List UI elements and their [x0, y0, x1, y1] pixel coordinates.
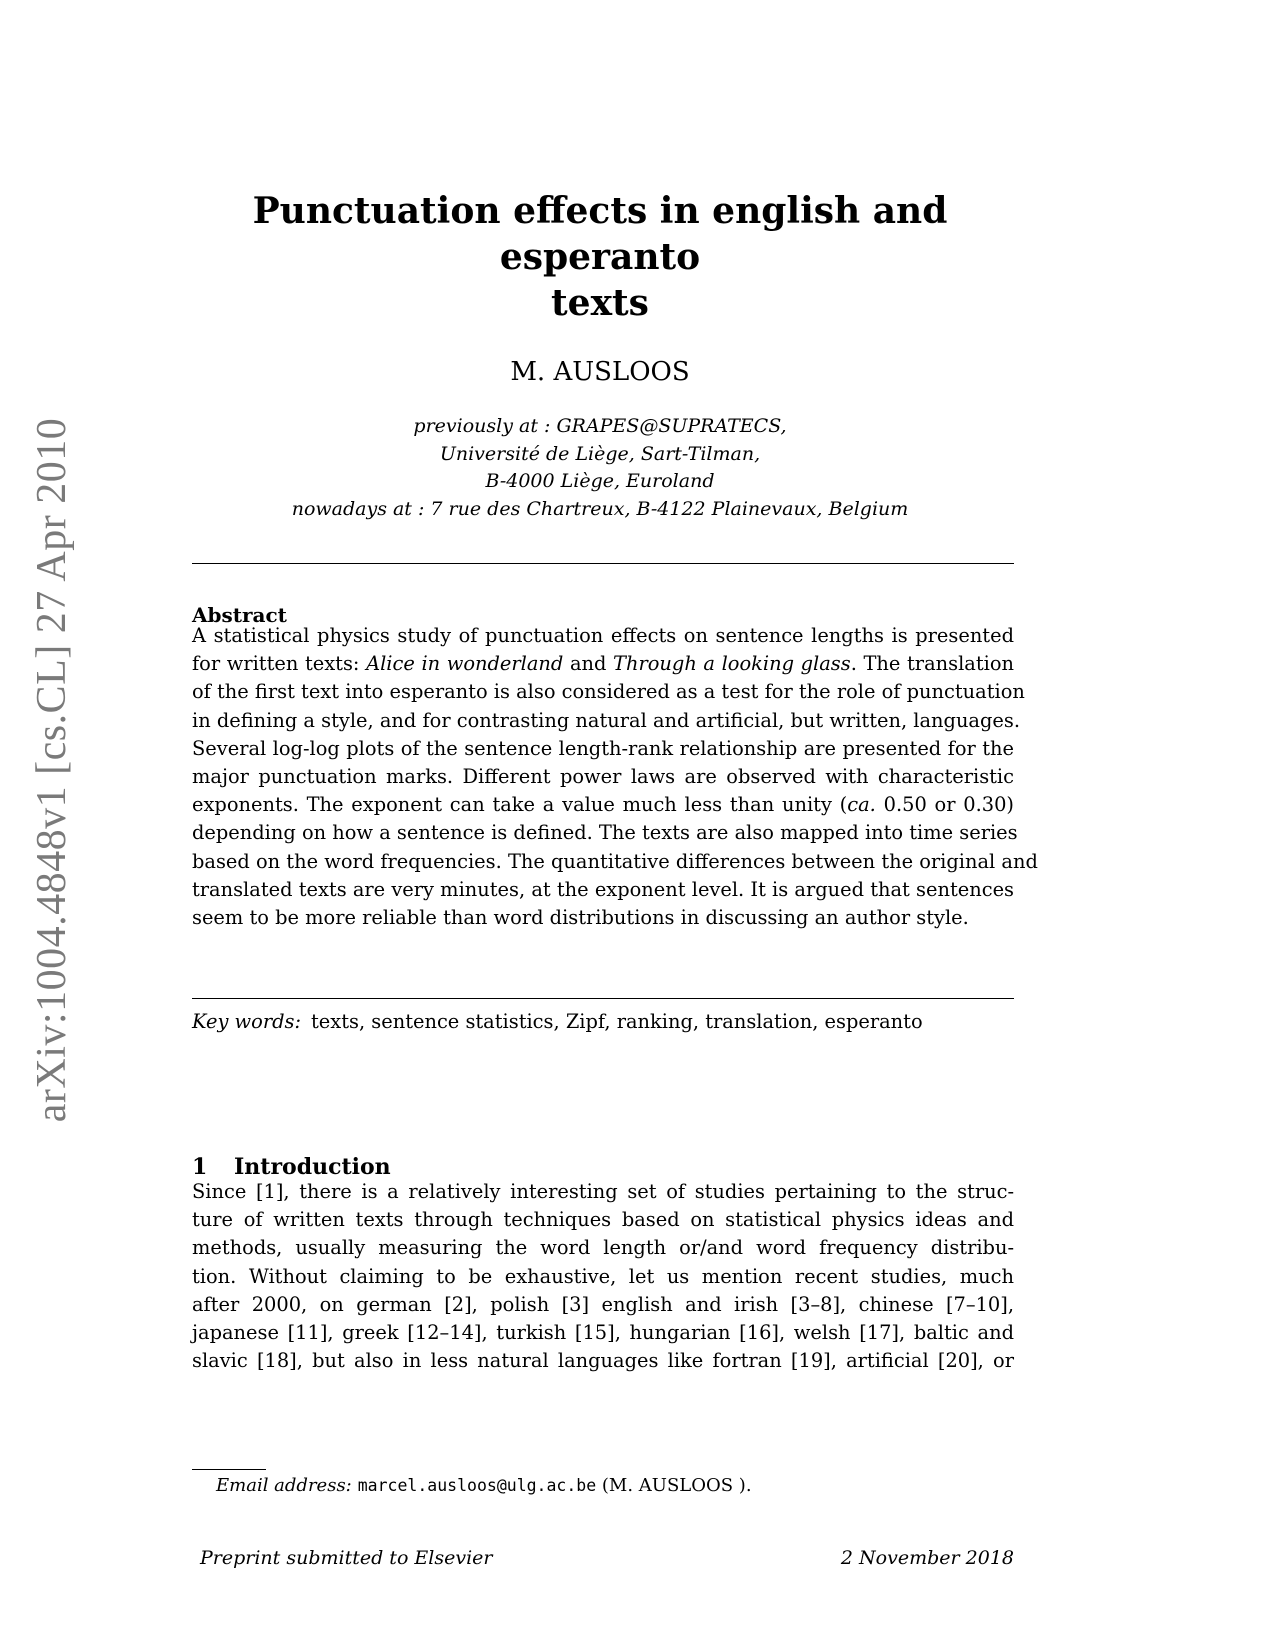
intro-line: after 2000, on german [2], polish [3] english and irish [3–8], chinese [7–10], — [192, 1292, 1014, 1316]
abstract-line: in defining a style, and for contrasting natural and artificial, but written, languages. — [192, 708, 1020, 732]
intro-line: Since [1], there is a relatively interesting set of studies pertaining to the struc- — [192, 1180, 1014, 1203]
abstract-text: . The translation — [850, 652, 1014, 676]
abstract-line — [192, 650, 1014, 678]
arxiv-identifier-stamp: arXiv:1004.4848v1 [cs.CL] 27 Apr 2010 — [29, 417, 75, 1123]
affiliation-line-2: Université de Liège, Sart-Tilman, — [439, 442, 761, 465]
title-line-2: texts — [551, 282, 649, 324]
affiliation-line-1: previously at : GRAPES@SUPRATECS, — [413, 415, 787, 437]
abstract-line: based on the word frequencies. The quantitative differences between the original and — [192, 849, 1038, 873]
preprint-note: Preprint submitted to Elsevier — [200, 1547, 493, 1569]
email-address: marcel.ausloos@ulg.ac.be — [357, 1476, 597, 1495]
abstract-line: translated texts are very minutes, at the exponent level. It is argued that sentences — [192, 877, 1014, 901]
author-affiliation — [190, 413, 1010, 523]
footer-date: 2 November 2018 — [840, 1547, 1014, 1569]
abstract-line: seem to be more reliable than word distributions in discussing an author style. — [192, 906, 969, 930]
abstract-line: depending on how a sentence is defined. The texts are also mapped into time series — [192, 821, 1018, 845]
abstract-heading: Abstract — [192, 603, 287, 627]
keywords-text: texts, sentence statistics, Zipf, ranking, translation, esperanto — [311, 1010, 923, 1033]
section-heading-introduction — [192, 1154, 391, 1180]
abstract-top-rule — [192, 563, 1014, 564]
intro-line: tion. Without claiming to be exhaustive, let us mention recent studies, much — [192, 1264, 1014, 1288]
book-title-looking-glass: Through a looking glass — [613, 652, 851, 676]
author-name: M. AUSLOOS — [510, 357, 690, 387]
section-title: Introduction — [234, 1154, 391, 1180]
introduction-body — [192, 1178, 1014, 1375]
abstract-line: A statistical physics study of punctuation effects on sentence lengths is presented — [192, 624, 1014, 647]
abstract-line — [192, 791, 1014, 819]
footnote-email — [216, 1475, 752, 1496]
intro-line: japanese [11], greek [12–14], turkish [15], hungarian [16], welsh [17], baltic and — [192, 1321, 1014, 1345]
abstract-line: major punctuation marks. Different power laws are observed with characteristic — [192, 765, 1014, 789]
abstract-bottom-rule — [192, 998, 1014, 999]
abstract-body — [192, 622, 1038, 932]
affiliation-line-4: nowadays at : 7 rue des Chartreux, B-4122 Plainevaux, Belgium — [291, 497, 909, 520]
keywords — [192, 1010, 923, 1033]
intro-line: ture of written texts through techniques based on statistical physics ideas and — [192, 1208, 1014, 1232]
book-title-alice: Alice in wonderland — [366, 652, 564, 676]
abstract-text: exponents. The exponent can take a value much less than unity ( — [192, 793, 848, 817]
abstract-text: for written texts: — [192, 652, 367, 676]
footnote-suffix: (M. AUSLOOS ). — [596, 1475, 752, 1496]
footnote-label: Email address: — [216, 1475, 352, 1496]
abstract-text: and — [563, 652, 614, 676]
title-line-1: Punctuation effects in english and esperanto — [252, 190, 948, 278]
section-number: 1 — [192, 1154, 208, 1180]
keywords-label: Key words: — [192, 1010, 301, 1033]
footnote-rule — [192, 1469, 266, 1470]
abstract-line: of the first text into esperanto is also considered as a test for the role of punctuation — [192, 680, 1025, 704]
abstract-text: 0.50 or 0.30) — [875, 793, 1014, 817]
intro-line: slavic [18], but also in less natural languages like fortran [19], artificial [20], or — [192, 1349, 1014, 1373]
abstract-italic-ca: ca. — [847, 793, 876, 817]
abstract-line: Several log-log plots of the sentence length-rank relationship are presented for the — [192, 736, 1014, 760]
paper-title — [190, 188, 1010, 326]
intro-line: methods, usually measuring the word length or/and word frequency distribu- — [192, 1236, 1014, 1260]
affiliation-line-3: B-4000 Liège, Euroland — [485, 470, 715, 492]
